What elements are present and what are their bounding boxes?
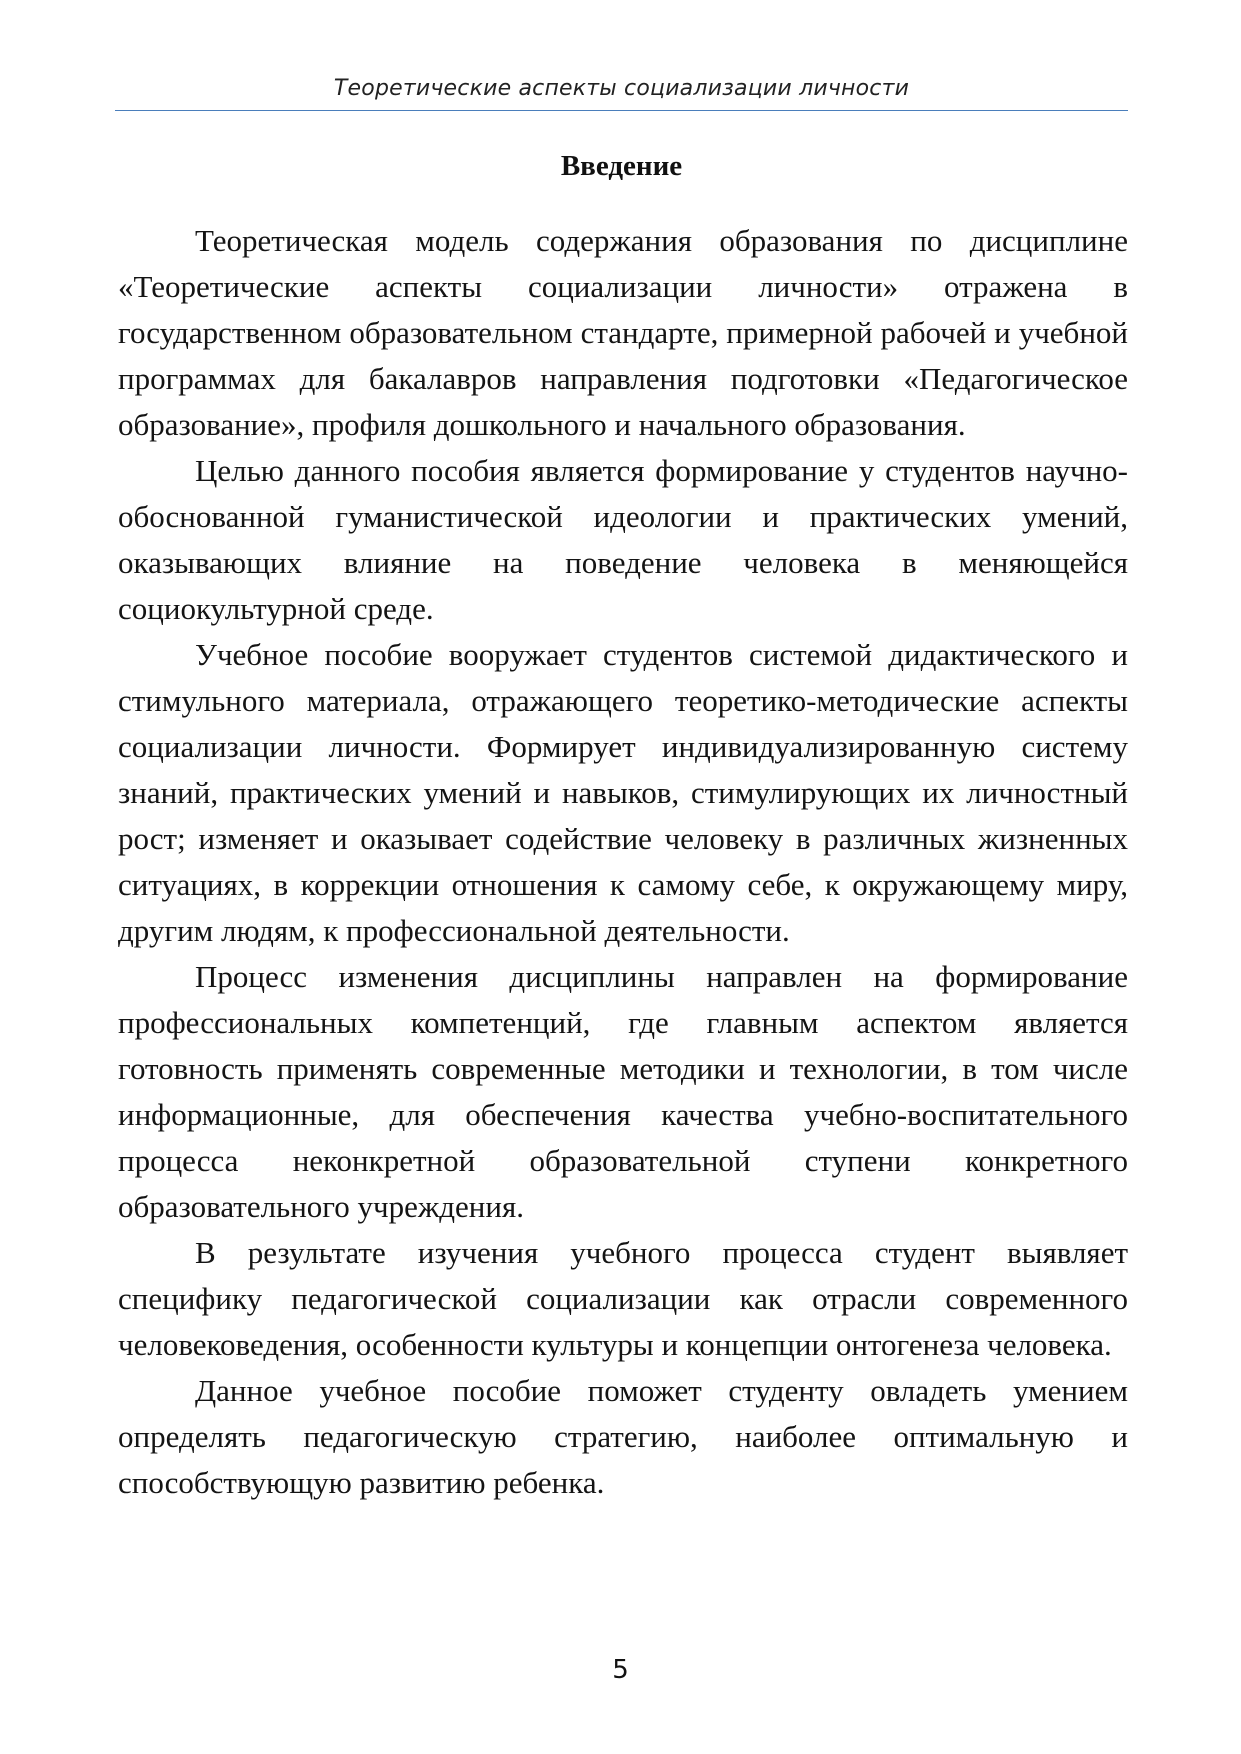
paragraph: Данное учебное пособие поможет студенту овладеть умением определять педагогическую стратегию, наиболее оптимальную и способствующую развитию ребенка. <box>118 1373 1128 1500</box>
page-number: 5 <box>612 1655 629 1685</box>
paragraph: Процесс изменения дисциплины направлен на формирование профессиональных компетенций, где главным аспектом является готовность применять современные методики и технологии, в том числе информационные, для обеспечения качества учебно-воспитательного процесса неконкретной образовательной ступени конкретного образовательного учреждения. <box>118 959 1128 1224</box>
paragraph: Целью данного пособия является формирование у студентов научно-обоснованной гуманистической идеологии и практических умений, оказывающих влияние на поведение человека в меняющейся социокультурной среде. <box>118 453 1128 626</box>
paragraph: Учебное пособие вооружает студентов системой дидактического и стимульного материала, отражающего теоретико-методические аспекты социализации личности. Формирует индивидуализированную систему знаний, практических умений и навыков, стимулирующих их личностный рост; изменяет и оказывает содействие человеку в различных жизненных ситуациях, в коррекции отношения к самому себе, к окружающему миру, другим людям, к профессиональной деятельности. <box>118 637 1128 948</box>
paragraph: Теоретическая модель содержания образования по дисциплине «Теоретические аспекты социализации личности» отражена в государственном образовательном стандарте, примерной рабочей и учебной программах для бакалавров направления подготовки «Педагогическое образование», профиля дошкольного и начального образования. <box>118 223 1128 442</box>
running-header: Теоретические аспекты социализации личности <box>333 76 910 101</box>
section-title: Введение <box>560 150 683 182</box>
body-text <box>118 218 1128 1506</box>
paragraph: В результате изучения учебного процесса студент выявляет специфику педагогической социализации как отрасли современного человековедения, особенности культуры и концепции онтогенеза человека. <box>118 1235 1128 1362</box>
header-rule <box>115 110 1128 111</box>
